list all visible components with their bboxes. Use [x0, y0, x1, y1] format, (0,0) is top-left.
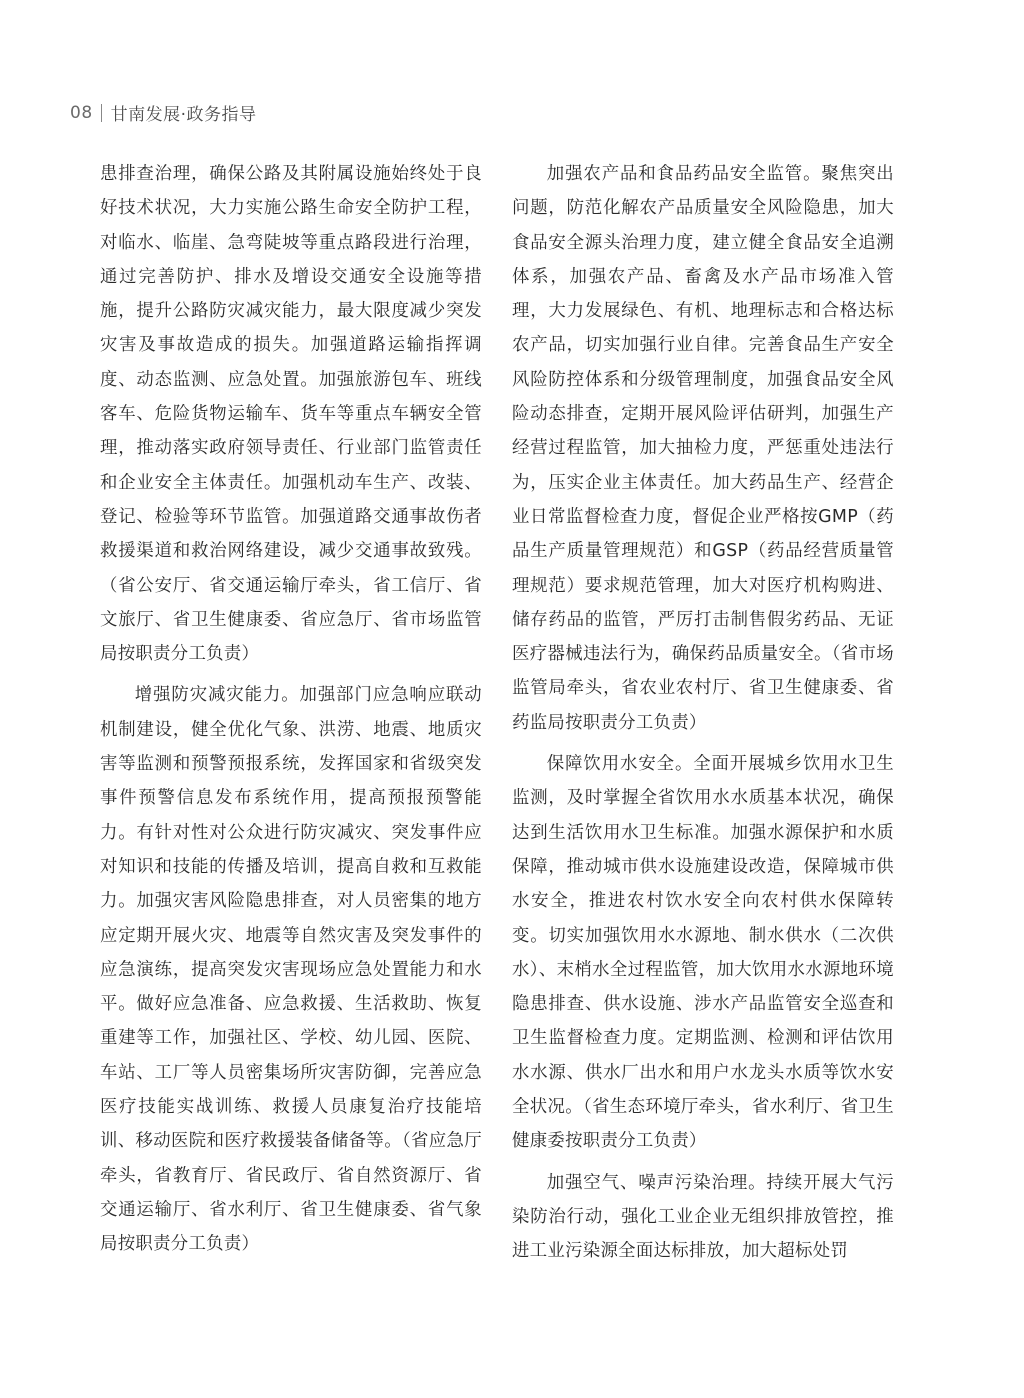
left-column — [100, 157, 482, 1262]
paragraph-disaster-prevention: 增强防灾减灾能力。加强部门应急响应联动机制建设，健全优化气象、洪涝、地震、地质灾害等监测和预警预报系统，发挥国家和省级突发事件预警信息发布系统作用，提高预报预警能力。有针对性对公众进行防灾减灾、突发事件应对知识和技能的传播及培训，提高自救和互救能力。加强灾害风险隐患排查，对人员密集的地方应定期开展火灾、地震等自然灾害及突发事件的应急演练，提高突发灾害现场应急处置能力和水平。做好应急准备、应急救援、生活救助、恢复重建等工作，加强社区、学校、幼儿园、医院、车站、工厂等人员密集场所灾害防御，完善应急医疗技能实战训练、救援人员康复治疗技能培训、移动医院和医疗救援装备储备等。（省应急厅牵头，省教育厅、省民政厅、省自然资源厅、省交通运输厅、省水利厅、省卫生健康委、省气象局按职责分工负责） — [100, 685, 482, 1255]
page-number: 08 — [70, 102, 93, 123]
header-divider — [101, 104, 102, 122]
paragraph-drinking-water: 保障饮用水安全。全面开展城乡饮用水卫生监测，及时掌握全省饮用水水质基本状况，确保达到生活饮用水卫生标准。加强水源保护和水质保障，推动城市供水设施建设改造，保障城市供水安全，推进农村饮水安全向农村供水保障转变。切实加强饮用水水源地、制水供水（二次供水）、末梢水全过程监管，加大饮用水水源地环境隐患排查、供水设施、涉水产品监管安全巡查和卫生监督检查力度。定期监测、检测和评估饮用水水源、供水厂出水和用户水龙头水质等饮水安全状况。（省生态环境厅牵头，省水利厅、省卫生健康委按职责分工负责） — [512, 754, 894, 1152]
paragraph-road-safety: 患排查治理，确保公路及其附属设施始终处于良好技术状况，大力实施公路生命安全防护工程，对临水、临崖、急弯陡坡等重点路段进行治理，通过完善防护、排水及增设交通安全设施等措施，提升公路防灾减灾能力，最大限度减少突发灾害及事故造成的损失。加强道路运输指挥调度、动态监测、应急处置。加强旅游包车、班线客车、危险货物运输车、货车等重点车辆安全管理，推动落实政府领导责任、行业部门监管责任和企业安全主体责任。加强机动车生产、改装、登记、检验等环节监管。加强道路交通事故伤者救援渠道和救治网络建设，减少交通事故致残。（省公安厅、省交通运输厅牵头，省工信厅、省文旅厅、省卫生健康委、省应急厅、省市场监管局按职责分工负责） — [100, 164, 482, 665]
publication-title: 甘南发展·政务指导 — [110, 105, 257, 125]
paragraph-air-noise: 加强空气、噪声污染治理。持续开展大气污染防治行动，强化工业企业无组织排放管控，推进工业污染源全面达标排放，加大超标处罚 — [512, 1172, 894, 1262]
page-header — [70, 100, 257, 125]
right-column — [512, 157, 894, 1269]
paragraph-food-drug-safety: 加强农产品和食品药品安全监管。聚焦突出问题，防范化解农产品质量安全风险隐患，加大食品安全源头治理力度，建立健全食品安全追溯体系，加强农产品、畜禽及水产品市场准入管理，大力发展绿色、有机、地理标志和合格达标农产品，切实加强行业自律。完善食品生产安全风险防控体系和分级管理制度，加强食品安全风险动态排查，定期开展风险评估研判，加强生产经营过程监管，加大抽检力度，严惩重处违法行为，压实企业主体责任。加大药品生产、经营企业日常监督检查力度，督促企业严格按GMP（药品生产质量管理规范）和GSP（药品经营质量管理规范）要求规范管理，加大对医疗机构购进、储存药品的监管，严厉打击制售假劣药品、无证医疗器械违法行为，确保药品质量安全。（省市场监管局牵头，省农业农村厅、省卫生健康委、省药监局按职责分工负责） — [512, 164, 894, 733]
